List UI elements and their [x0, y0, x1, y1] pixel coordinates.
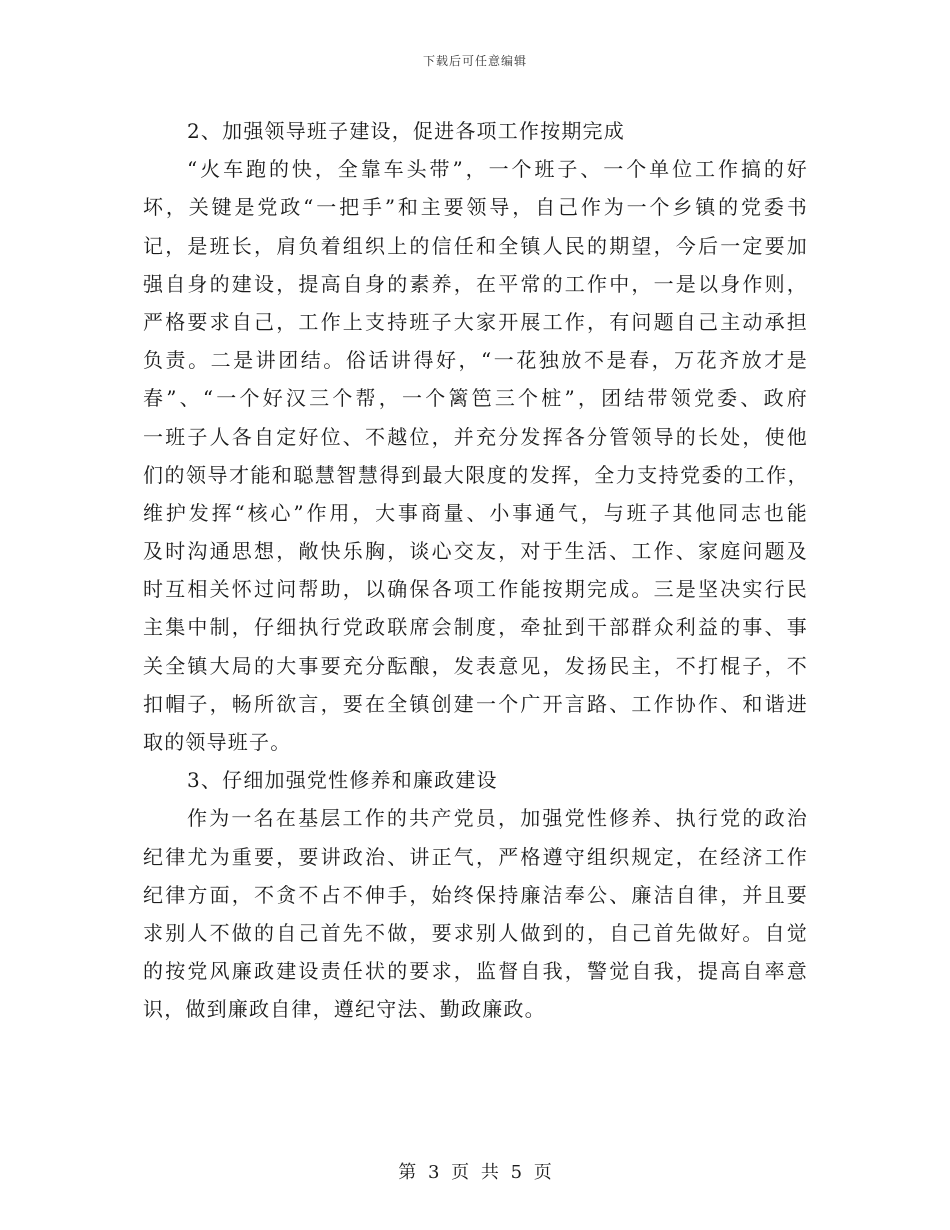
- paragraph-line: 记，是班长，肩负着组织上的信任和全镇人民的期望，今后一定要加: [143, 233, 808, 258]
- paragraph-line: 扣帽子，畅所欲言，要在全镇创建一个广开言路、工作协作、和谐进: [143, 691, 808, 716]
- document-body: [143, 112, 808, 1029]
- paragraph-line: 时互相关怀过问帮助，以确保各项工作能按期完成。三是坚决实行民: [143, 577, 808, 602]
- paragraph-line: 纪律方面，不贪不占不伸手，始终保持廉洁奉公、廉洁自律，并且要: [143, 882, 808, 907]
- paragraph-line: 求别人不做的自己首先不做，要求别人做到的，自己首先做好。自觉: [143, 920, 808, 945]
- paragraph-line: 主集中制，仔细执行党政联席会制度，牵扯到干部群众利益的事、事: [143, 615, 808, 640]
- paragraph-line: 识，做到廉政自律，遵纪守法、勤政廉政。: [143, 997, 546, 1022]
- paragraph-line: 及时沟通思想，敞快乐胸，谈心交友，对于生活、工作、家庭问题及: [143, 539, 808, 564]
- paragraph-line: 坏，关键是党政“一把手”和主要领导，自己作为一个乡镇的党委书: [143, 195, 808, 220]
- header-note: 下载后可任意编辑: [422, 54, 527, 68]
- paragraph-line: 作为一名在基层工作的共产党员，加强党性修养、执行党的政治: [187, 806, 808, 831]
- paragraph-line: 严格要求自己，工作上支持班子大家开展工作，有问题自己主动承担: [143, 309, 808, 334]
- paragraph-line: 们的领导才能和聪慧智慧得到最大限度的发挥，全力支持党委的工作，: [143, 462, 808, 487]
- paragraph-line: 维护发挥“核心”作用，大事商量、小事通气，与班子其他同志也能: [143, 500, 808, 525]
- paragraph-line: 春”、“一个好汉三个帮，一个篱笆三个桩”，团结带领党委、政府: [143, 386, 808, 411]
- paragraph-line: 关全镇大局的大事要充分酝酿，发表意见，发扬民主，不打棍子，不: [143, 653, 808, 678]
- paragraph-line: “火车跑的快，全靠车头带”，一个班子、一个单位工作搞的好: [187, 157, 808, 182]
- section-heading: 3、仔细加强党性修养和廉政建设: [187, 768, 498, 793]
- paragraph-line: 取的领导班子。: [143, 730, 292, 754]
- paragraph-line: 负责。二是讲团结。俗话讲得好，“一花独放不是春，万花齐放才是: [143, 348, 808, 373]
- section-heading: 2、加强领导班子建设，促进各项工作按期完成: [187, 119, 625, 143]
- paragraph-line: 强自身的建设，提高自身的素养，在平常的工作中，一是以身作则，: [143, 271, 808, 296]
- paragraph-line: 一班子人各自定好位、不越位，并充分发挥各分管领导的长处，使他: [143, 424, 808, 449]
- page-number-footer: 第 3 页 共 5 页: [398, 1162, 552, 1183]
- paragraph-line: 的按党风廉政建设责任状的要求，监督自我，警觉自我，提高自率意: [143, 959, 808, 984]
- paragraph-line: 纪律尤为重要，要讲政治、讲正气，严格遵守组织规定，在经济工作: [143, 844, 808, 869]
